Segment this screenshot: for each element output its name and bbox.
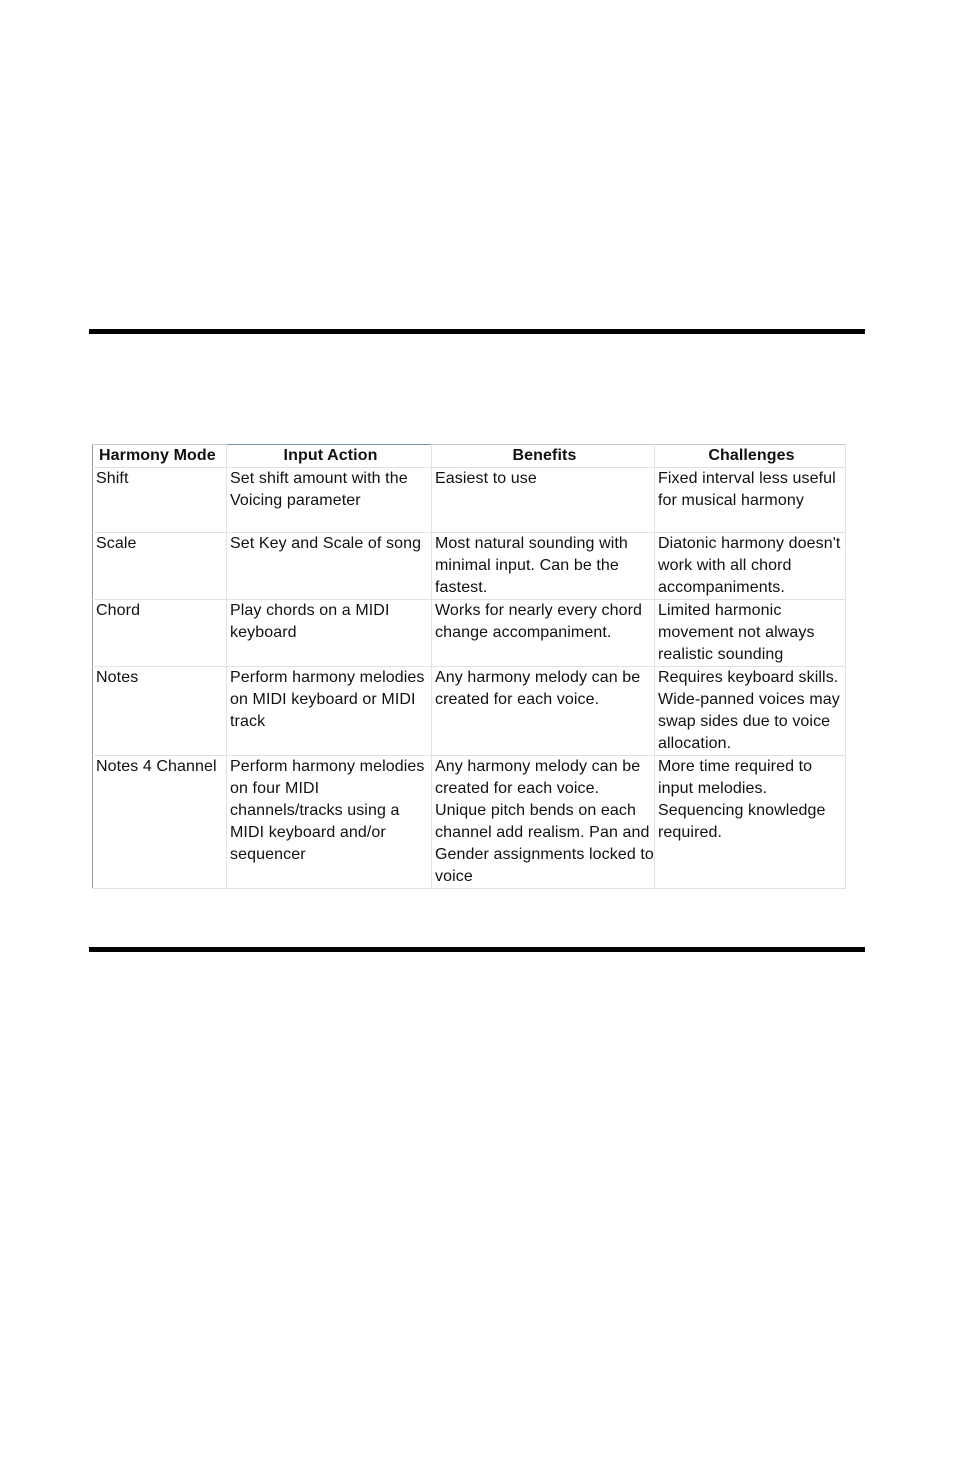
- input-action-cell: Set shift amount with the Voicing parameter: [227, 468, 432, 533]
- challenges-cell: Fixed interval less useful for musical harmony: [655, 468, 846, 533]
- input-action-cell: Play chords on a MIDI keyboard: [227, 600, 432, 667]
- benefits-cell: Most natural sounding with minimal input. Can be the fastest.: [432, 533, 655, 600]
- benefits-cell: Easiest to use: [432, 468, 655, 533]
- table-row: [93, 600, 846, 667]
- mode-cell: Shift: [93, 468, 227, 533]
- table-header-row: [93, 445, 846, 468]
- benefits-cell: Any harmony melody can be created for each voice. Unique pitch bends on each channel add realism. Pan and Gender assignments locked to voice: [432, 756, 655, 889]
- harmony-mode-table-container: [92, 444, 845, 885]
- input-action-cell: Perform harmony melodies on four MIDI channels/tracks using a MIDI keyboard and/or sequencer: [227, 756, 432, 889]
- input-action-cell: Perform harmony melodies on MIDI keyboard or MIDI track: [227, 667, 432, 756]
- challenges-cell: More time required to input melodies. Sequencing knowledge required.: [655, 756, 846, 889]
- bottom-divider-rule: [89, 947, 865, 952]
- mode-cell: Notes: [93, 667, 227, 756]
- challenges-cell: Limited harmonic movement not always realistic sounding: [655, 600, 846, 667]
- header-harmony-mode: Harmony Mode: [93, 445, 227, 468]
- challenges-cell: Requires keyboard skills. Wide-panned voices may swap sides due to voice allocation.: [655, 667, 846, 756]
- header-benefits: Benefits: [432, 445, 655, 468]
- table-row: [93, 533, 846, 600]
- harmony-mode-table: [92, 444, 846, 889]
- table-row: [93, 756, 846, 889]
- table-row: [93, 667, 846, 756]
- top-divider-rule: [89, 329, 865, 334]
- benefits-cell: Any harmony melody can be created for each voice.: [432, 667, 655, 756]
- mode-cell: Chord: [93, 600, 227, 667]
- mode-cell: Scale: [93, 533, 227, 600]
- benefits-cell: Works for nearly every chord change accompaniment.: [432, 600, 655, 667]
- mode-cell: Notes 4 Channel: [93, 756, 227, 889]
- table-row: [93, 468, 846, 533]
- challenges-cell: Diatonic harmony doesn't work with all chord accompaniments.: [655, 533, 846, 600]
- header-challenges: Challenges: [655, 445, 846, 468]
- input-action-cell: Set Key and Scale of song: [227, 533, 432, 600]
- header-input-action: Input Action: [227, 445, 432, 468]
